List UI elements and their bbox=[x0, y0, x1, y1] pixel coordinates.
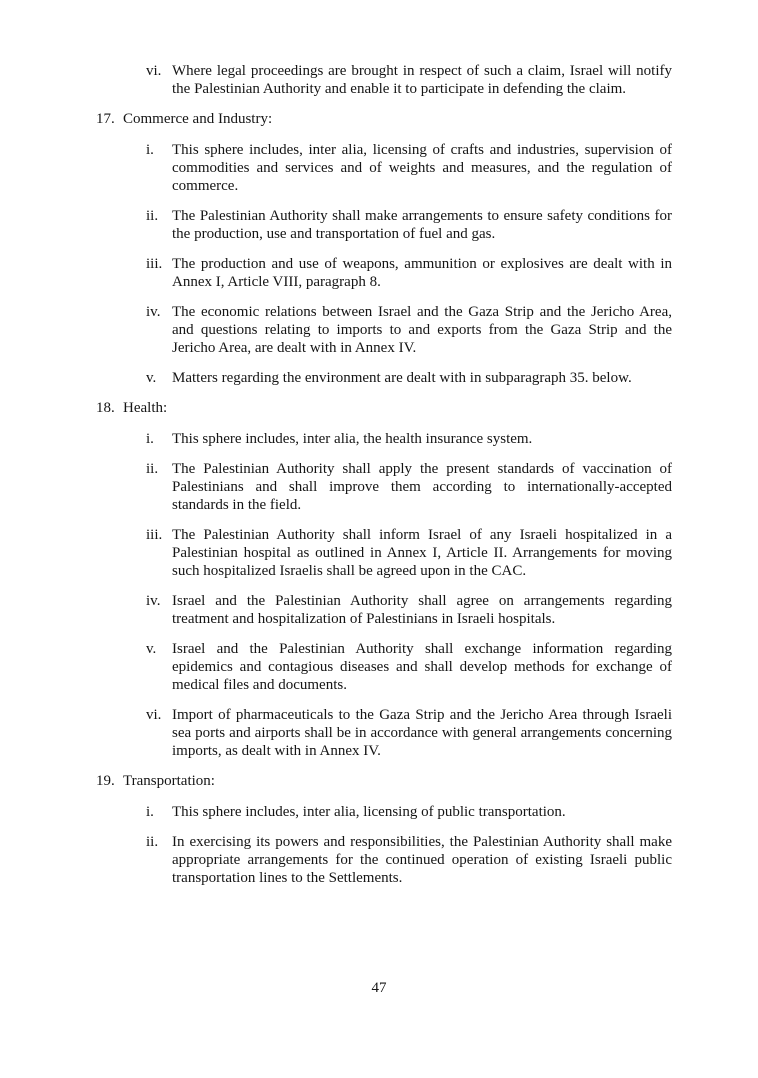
section-heading bbox=[96, 399, 672, 417]
list-item-text: Matters regarding the environment are dealt with in subparagraph 35. below. bbox=[172, 370, 632, 386]
list-item-marker: vi. bbox=[146, 707, 162, 723]
section-title: Commerce and Industry: bbox=[123, 111, 273, 127]
section-title: Transportation: bbox=[123, 773, 215, 789]
list-item-text: The economic relations between Israel and the Gaza Strip and the Jericho Area, and questions relating to imports to and exports from the Gaza Strip and the Jericho Area, are dealt with in Annex IV. bbox=[172, 304, 672, 356]
list-item-marker: ii. bbox=[146, 834, 159, 850]
list-item-text: This sphere includes, inter alia, licensing of public transportation. bbox=[172, 804, 566, 820]
list-item-marker: ii. bbox=[146, 208, 159, 224]
list-item-marker: iii. bbox=[146, 256, 163, 272]
section-number: 19. bbox=[96, 773, 115, 789]
list-item-marker: i. bbox=[146, 804, 154, 820]
list-item bbox=[146, 62, 672, 98]
list-item bbox=[146, 303, 672, 357]
list-item bbox=[146, 803, 672, 821]
list-item-text: The Palestinian Authority shall make arrangements to ensure safety conditions for the production, use and transportation of fuel and gas. bbox=[172, 208, 672, 242]
list-item-text: The Palestinian Authority shall inform Israel of any Israeli hospitalized in a Palestinian hospital as outlined in Annex I, Article II. Arrangements for moving such hospitalized Israelis shall be agreed upon in the CAC. bbox=[172, 527, 672, 579]
list-item-text: The production and use of weapons, ammunition or explosives are dealt with in Annex I, Article VIII, paragraph 8. bbox=[172, 256, 672, 290]
list-item-marker: ii. bbox=[146, 461, 159, 477]
list-item bbox=[146, 207, 672, 243]
list-item-text: Where legal proceedings are brought in respect of such a claim, Israel will notify the Palestinian Authority and enable it to participate in defending the claim. bbox=[172, 63, 672, 97]
list-item bbox=[146, 255, 672, 291]
list-item bbox=[146, 460, 672, 514]
list-item-marker: iv. bbox=[146, 304, 161, 320]
list-item-text: Israel and the Palestinian Authority shall exchange information regarding epidemics and contagious diseases and shall develop methods for exchange of medical files and documents. bbox=[172, 641, 672, 693]
section-number: 18. bbox=[96, 400, 115, 416]
list-item-marker: iv. bbox=[146, 593, 161, 609]
list-item bbox=[146, 706, 672, 760]
section-number: 17. bbox=[96, 111, 115, 127]
list-item-text: Israel and the Palestinian Authority shall agree on arrangements regarding treatment and hospitalization of Palestinians in Israeli hospitals. bbox=[172, 593, 672, 627]
list-item bbox=[146, 592, 672, 628]
list-item-text: Import of pharmaceuticals to the Gaza Strip and the Jericho Area through Israeli sea ports and airports shall be in accordance with general arrangements concerning imports, as dealt with in Annex IV. bbox=[172, 707, 672, 759]
list-item bbox=[146, 526, 672, 580]
list-item-marker: iii. bbox=[146, 527, 163, 543]
list-item bbox=[146, 369, 672, 387]
list-item-text: The Palestinian Authority shall apply the present standards of vaccination of Palestinians and shall improve them according to internationally-accepted standards in the field. bbox=[172, 461, 672, 513]
list-item bbox=[146, 430, 672, 448]
section-heading bbox=[96, 110, 672, 128]
list-item bbox=[146, 640, 672, 694]
list-item-marker: v. bbox=[146, 370, 157, 386]
list-item bbox=[146, 141, 672, 195]
list-item-text: This sphere includes, inter alia, the health insurance system. bbox=[172, 431, 533, 447]
list-item bbox=[146, 833, 672, 887]
list-item-marker: v. bbox=[146, 641, 157, 657]
list-item-text: This sphere includes, inter alia, licensing of crafts and industries, supervision of commodities and services and of weights and measures, and the regulation of commerce. bbox=[172, 142, 672, 194]
list-item-text: In exercising its powers and responsibilities, the Palestinian Authority shall make appropriate arrangements for the continued operation of existing Israeli public transportation lines to the Settlements. bbox=[172, 834, 672, 886]
list-item-marker: i. bbox=[146, 142, 154, 158]
section-heading bbox=[96, 772, 672, 790]
page-number: 47 bbox=[371, 980, 387, 996]
list-item-marker: i. bbox=[146, 431, 154, 447]
list-item-marker: vi. bbox=[146, 63, 162, 79]
section-title: Health: bbox=[123, 400, 168, 416]
